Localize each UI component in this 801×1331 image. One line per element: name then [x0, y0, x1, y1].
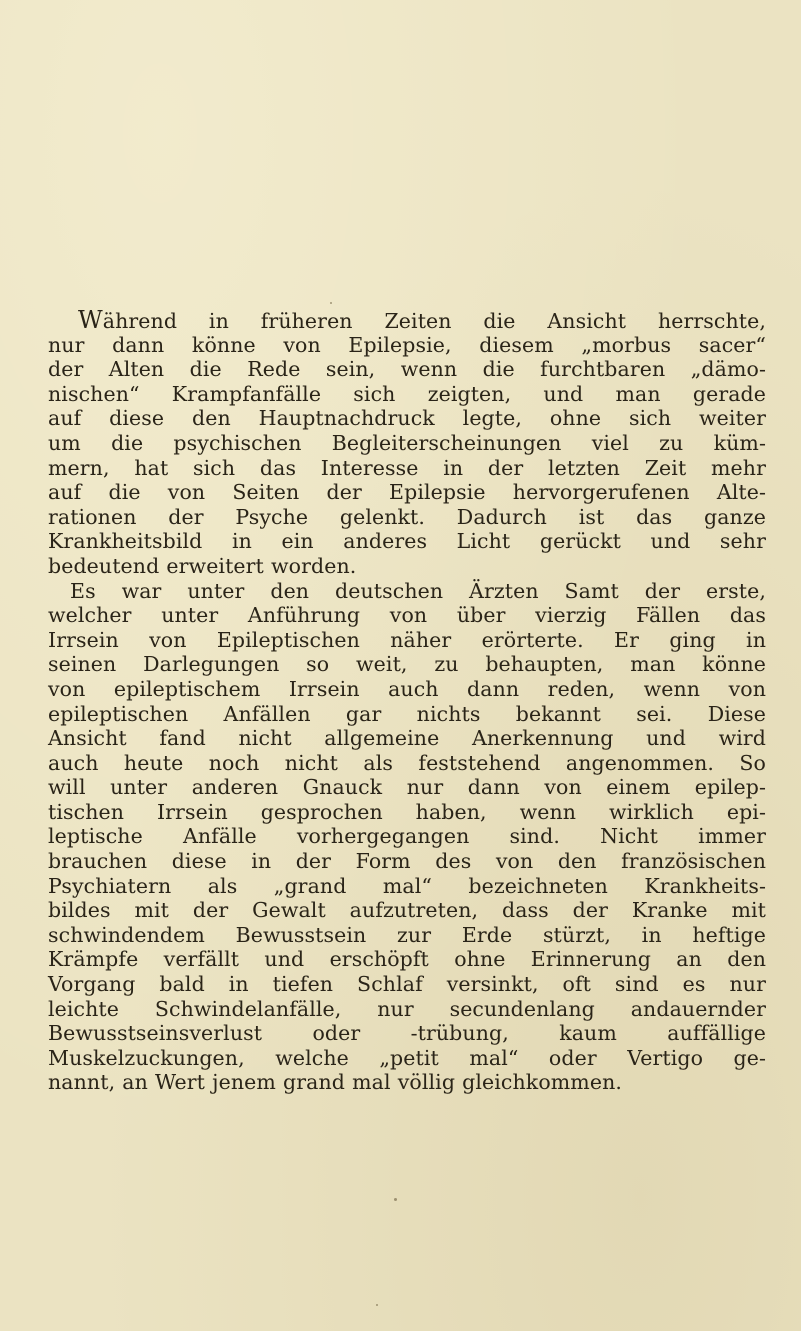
text-line: Irrsein von Epileptischen näher erörterte. Er ging in [48, 627, 766, 652]
text-line: bedeutend erweitert worden. [48, 553, 357, 578]
text-line: nannt, an Wert jenem grand mal völlig gleichkommen. [48, 1070, 623, 1095]
text-line: bildes mit der Gewalt aufzutreten, dass der Kranke mit [48, 898, 766, 923]
text-line: Ansicht fand nicht allgemeine Anerkennung und wird [48, 726, 766, 751]
text-line: Bewusstseinsverlust oder -trübung, kaum auffällige [48, 1021, 766, 1046]
text-line: nischen“ Krampfanfälle sich zeigten, und man gerade [48, 381, 766, 406]
text-line: rationen der Psyche gelenkt. Dadurch ist das ganze [48, 504, 766, 529]
text-line: schwindendem Bewusstsein zur Erde stürzt, in heftige [48, 922, 766, 947]
text-line: Während in früheren Zeiten die Ansicht herrschte, [78, 306, 766, 334]
text-line: auf diese den Hauptnachdruck legte, ohne sich weiter [48, 406, 766, 431]
text-line: Es war unter den deutschen Ärzten Samt der erste, [70, 578, 766, 603]
text-line: Krämpfe verfällt und erschöpft ohne Erinnerung an den [48, 947, 766, 972]
drop-cap: W [78, 306, 103, 334]
paper-speck [394, 1198, 397, 1201]
text-line: um die psychischen Begleiterscheinungen viel zu küm- [48, 430, 766, 455]
text-line: auf die von Seiten der Epilepsie hervorgerufenen Alte- [48, 480, 766, 505]
text-line: der Alten die Rede sein, wenn die furchtbaren „dämo- [48, 357, 766, 382]
text-line: Vorgang bald in tiefen Schlaf versinkt, oft sind es nur [48, 972, 766, 997]
text-line: von epileptischem Irrsein auch dann reden, wenn von [48, 676, 766, 701]
text-line: seinen Darlegungen so weit, zu behaupten, man könne [48, 652, 766, 677]
text-line: mern, hat sich das Interesse in der letzten Zeit mehr [48, 455, 766, 480]
text-line: leptische Anfälle vorhergegangen sind. Nicht immer [48, 824, 766, 849]
text-line: nur dann könne von Epilepsie, diesem „morbus sacer“ [48, 332, 766, 357]
text-line: Muskelzuckungen, welche „petit mal“ oder Vertigo ge- [48, 1045, 766, 1070]
text-line: brauchen diese in der Form des von den französischen [48, 849, 766, 874]
text-line: will unter anderen Gnauck nur dann von einem epilep- [48, 775, 766, 800]
text-line: tischen Irrsein gesprochen haben, wenn wirklich epi- [48, 799, 766, 824]
text-line: Krankheitsbild in ein anderes Licht gerückt und sehr [48, 529, 766, 554]
text-line: epileptischen Anfällen gar nichts bekannt sei. Diese [48, 701, 766, 726]
paper-speck [330, 302, 332, 304]
text-line: welcher unter Anführung von über vierzig Fällen das [48, 603, 766, 628]
paper-speck [376, 1304, 378, 1306]
text-line: Psychiatern als „grand mal“ bezeichneten Krankheits- [48, 873, 766, 898]
text-line: auch heute noch nicht als feststehend angenommen. So [48, 750, 766, 775]
text-line: leichte Schwindelanfälle, nur secundenlang andauernder [48, 996, 766, 1021]
body-text [48, 308, 766, 1095]
